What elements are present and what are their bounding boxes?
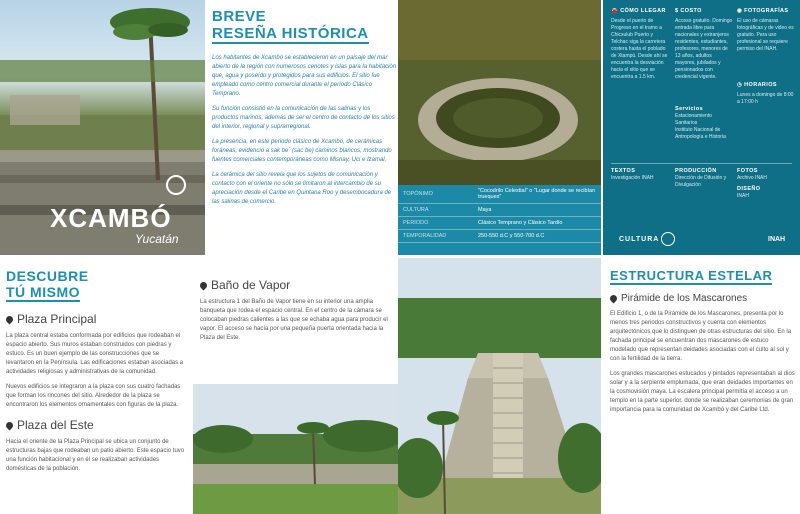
descubre-title-1: DESCUBRE [6,268,89,284]
well-photo [398,0,601,185]
info-value: Maya [473,204,601,217]
table-row [398,217,601,230]
como-llegar-title: CÓMO LLEGAR [620,8,666,14]
map-pin-icon [5,421,15,431]
info-value: "Cocodrilo Celestial" o "Lugar donde se recibían trueques" [473,185,601,204]
estructura-title [610,268,795,283]
footer-inah-logo: INAH [768,236,786,243]
descubre-title-2-text: TÚ MISMO [6,284,80,300]
pyramid-photo [398,258,601,514]
descubre-section [6,268,186,508]
produccion-label: PRODUCCIÓN [675,168,717,174]
historia-title-2-text: RESEÑA HISTÓRICA [212,25,369,42]
fotos-label: FOTOS [737,168,758,174]
horarios-text: Lunes a domingo de 8:00 a 17:00 h [737,92,794,105]
bano-section [200,278,390,378]
costo-text: Acceso gratuito. Domingo entrada libre para nacionales y extranjeros residentes, estudiantes, profesores, menores de 13 años, adultos mayores, jubilados y pensionados con credencial vigente. [675,18,733,80]
dollar-icon-title: $ COSTO [675,8,702,14]
camera-icon-title: ◉ FOTOGRAFÍAS [737,8,789,14]
plaza-este-title: Plaza del Este [17,418,94,432]
cover-brand: XCAMBÓ [50,203,172,233]
como-llegar-block [611,8,671,81]
cover-logo-icon [166,175,186,195]
descubre-title-2 [6,284,186,300]
historia-title-2 [212,25,397,42]
info-key: CULTURA [398,204,473,217]
estructura-section [610,268,795,508]
bano-heading [200,278,390,292]
info-key: TEMPORALIDAD [398,230,473,243]
servicio-item: Instituto Nacional de Antropología e Historia [675,127,726,140]
info-value: Clásico Temprano y Clásico Tardío [473,217,601,230]
historia-p3: La presencia, en este periodo clásico de Xcambó, de cerámicas foráneas, evidenció a sak be´ (sac be) caminos blancos, mostrando fuentes comerciales contemporáneas como Misnay, Uci e Izamal. [212,139,392,163]
info-key: TOPÓNIMO [398,185,473,204]
servicio-item: Sanitarios [675,120,698,126]
cover-photo [0,0,205,255]
plaza-principal-title: Plaza Principal [17,312,97,326]
textos-label: TEXTOS [611,168,636,174]
historia-title-1: BREVE [212,8,267,25]
pyramid-photo-scene [398,258,601,514]
plaza-principal-text: La plaza central estaba conformada por edificios que rodeaban el espacio abierto. Sus muros estaban construidos con piedras y estuco. Es un buen ejemplo de las construcciones que se levantaron en la Península. Las edificaciones estaban asociadas a actividades religiosas y administrativas de la comunidad. [6,333,184,375]
historia-p2: Su función consistió en la comunicación de las salinas y los productos marinos, además de ser el centro de contacto de los sitios del interior, regional y suprarregional. [212,106,395,130]
horarios-block [737,82,795,106]
credits-textos [611,168,669,182]
costo-title: COSTO [680,8,702,14]
servicios-title: Servicios [675,106,704,112]
plaza-principal-heading [6,312,186,326]
costo-block [675,8,733,81]
credits-fotos [737,168,795,200]
fotografias-text: El uso de cámaras fotográficas y de video es gratuito. Para uso profesional se requiere permiso del INAH. [737,18,794,52]
car-icon-title: 🚘 CÓMO LLEGAR [611,8,666,14]
clock-icon-title: ◷ HORARIOS [737,82,777,88]
piramide-heading [610,293,795,304]
info-table-grid [398,185,601,243]
estructura-text2: Los grandes mascarones estucados y pintados representaban al dios solar y a la serpiente emplumada, que eran deidades importantes en la cosmovisión maya. La escalera principal permitía el acceso a un templo en la parte superior, donde se realizaban ceremonias de gran importancia para la comunidad de Xcambó y del Caribe Ltd. [610,371,795,413]
bano-text: La estructura 1 del Baño de Vapor tiene en su interior una amplia banqueta que rodea el espacio central. En el centro de la cámara se colocaban piedras calientes a las que se echaba agua para producir el vapor. El acceso se hacía por una pequeña puerta orientada hacia la Plaza del Este. [200,299,388,341]
bano-title: Baño de Vapor [211,278,291,292]
piramide-title: Pirámide de los Mascarones [621,293,748,304]
produccion-value: Dirección de Difusión y Divulgación [675,175,727,188]
footer-cultura-logo: CULTURA [619,236,660,243]
well-photo-scene [398,0,601,185]
como-llegar-text: Desde el puerto de Progreso en el tramo a Chicxulub Puerto y Telchac siga la carretera costera hasta el poblado de Xtampú. Desde ahí se encuentra la desviación hacia el sitio que se encuentra a 1.5 km. [611,18,668,80]
map-pin-icon [609,293,619,303]
historia-p4: La cerámica del sitio revela que los sujetos de comunicación y contacto con el oriente no sólo se limitaron al intercambio de su apreciación desde el Caribe en Quintana Roo y desembocadura de las salinas de comercio. [212,172,392,205]
textos-value: Investigación INAH [611,175,654,181]
cover-state: Yucatán [135,232,179,246]
diseno-label: DISEÑO [737,186,761,192]
table-row [398,185,601,204]
table-row [398,230,601,243]
plaza-principal-text2: Nuevos edificios se integraron a la plaza con sus cuatro fachadas que forman los rincones del sitio. Alrededor de la plaza se encontraron los elementos ornamentales con figuras de la plaza. [6,384,181,408]
mexico-seal-icon [661,232,675,246]
estructura-text1: El Edificio 1, o de la Pirámide de los Mascarones, presenta por lo menos tres periodos constructivos y cuenta con elementos arquitectónicos que lo distinguen de otras estructuras del sitio. En la fachada principal se encuentran dos mascarones de estuco modelado que representan deidades asociadas con el culto al sol y con la fertilidad de la tierra. [610,311,792,362]
fotografias-title: FOTOGRAFÍAS [744,8,789,14]
map-pin-icon [5,315,15,325]
info-value: 250-550 d.C y 550-700 d.C [473,230,601,243]
diseno-value: INAH [737,193,749,199]
historia-section [212,8,397,253]
servicios-block [675,106,735,141]
servicio-item: Estacionamiento [675,113,712,119]
ruins-landscape-photo [193,384,398,514]
fotos-value: Archivo INAH [737,175,768,181]
table-row [398,204,601,217]
credits-produccion [675,168,733,189]
fotografias-block [737,8,795,53]
map-pin-icon [199,281,209,291]
info-key: PERIODO [398,217,473,230]
visitor-panel [603,0,800,255]
info-table [398,185,601,255]
historia-p1: Los habitantes de Xcambó se establecieron en un paisaje del mar abierto de la región con numerosos cenotes y islas para la habitación que, agua y poseído y protegidos para sus edificios. El sitio fue empleado como centro comercial durante el período Clásico Temprano. [212,55,397,97]
plaza-este-heading [6,418,186,432]
plaza-este-text: Hacia el oriente de la Plaza Principal se ubica un conjunto de estructuras bajas que rodeaban un patio abierto. Este espacio tuvo una función habitacional y en él se realizaban actividades domésticas de la población. [6,439,185,472]
horarios-title: HORARIOS [744,82,777,88]
estructura-title-text: ESTRUCTURA ESTELAR [610,268,773,283]
panel-divider [611,163,792,164]
ruins-landscape-scene [193,384,398,514]
